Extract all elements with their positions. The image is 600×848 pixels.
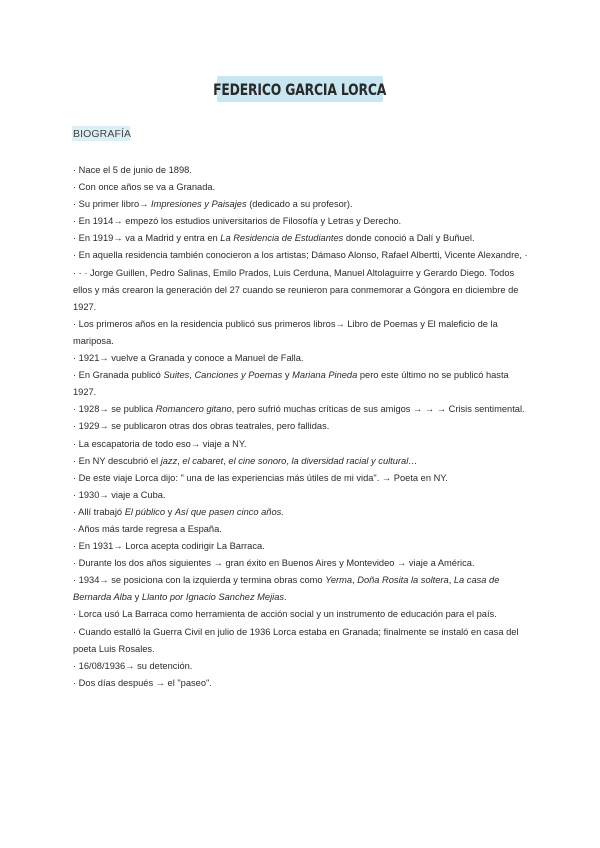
- italic-text: Impresiones y Paisajes: [151, 199, 247, 210]
- list-item: [73, 196, 528, 213]
- text-span: · Lorca usó La Barraca como herramienta de acción social y un instrumento de educación para el país.: [73, 609, 497, 620]
- list-item: [73, 470, 528, 487]
- text-span: · 1928→ se publica: [73, 404, 156, 415]
- italic-text: Suites: [163, 370, 190, 381]
- list-item: [73, 624, 528, 658]
- text-span: ,: [177, 455, 183, 466]
- text-span: · 1934→ se posiciona con la izquierda y termina obras como: [73, 575, 326, 586]
- italic-text: Romancero gitano: [155, 404, 232, 415]
- list-item: [73, 179, 528, 196]
- text-span: ,: [223, 455, 229, 466]
- text-span: · La escapatoria de todo eso→ viaje a NY.: [73, 438, 247, 449]
- list-item: [73, 538, 528, 555]
- section-heading: BIOGRAFÍA: [73, 128, 132, 140]
- italic-text: jazz: [160, 455, 178, 466]
- italic-text: El público: [124, 506, 165, 517]
- text-span: · Su primer libro→: [73, 199, 152, 210]
- list-item: [73, 606, 528, 623]
- biography-list: [73, 162, 528, 692]
- text-span: · 16/08/1936→ su detención.: [73, 660, 193, 671]
- italic-text: Yerma: [325, 575, 353, 586]
- list-item: [73, 367, 528, 401]
- text-span: · 1929→ se publicaron otras dos obras teatrales, pero fallidas.: [73, 421, 330, 432]
- list-item: [73, 675, 528, 692]
- text-span: · De este viaje Lorca dijo: " una de las experiencias más útiles de mi vida". → Poeta en NY.: [73, 472, 448, 483]
- text-span: , pero sufrió muchas críticas de sus amigos → → → Crisis sentimental.: [231, 404, 525, 415]
- italic-text: el cabaret: [182, 455, 224, 466]
- list-item: [73, 453, 528, 470]
- text-span: y: [282, 370, 293, 381]
- list-item: [73, 572, 528, 606]
- text-span: · Los primeros años en la residencia publicó sus primeros libros→ Libro de Poemas y El maleficio de la mariposa.: [73, 318, 498, 346]
- list-item: [73, 658, 528, 675]
- text-span: (dedicado a su profesor).: [246, 199, 353, 210]
- italic-text: Doña Rosita la soltera: [357, 575, 449, 586]
- italic-text: la diversidad racial y cultural…: [291, 455, 418, 466]
- italic-text: La casa de Bernarda Alba: [73, 575, 500, 603]
- text-span: · Años más tarde regresa a España.: [73, 523, 222, 534]
- italic-text: Canciones y Poemas: [194, 370, 283, 381]
- list-item: [73, 521, 528, 538]
- list-item: [73, 162, 528, 179]
- text-span: donde conoció a Dalí y Buñuel.: [343, 233, 475, 244]
- title-block: [213, 74, 387, 104]
- text-span: pero este último no se publicó hasta 1927.: [73, 370, 509, 398]
- page-title: FEDERICO GARCIA LORCA: [213, 79, 387, 99]
- text-span: · En Granada publicó: [73, 370, 164, 381]
- text-span: · En 1914→ empezó los estudios universitarios de Filosofía y Letras y Derecho.: [73, 216, 402, 227]
- text-span: · 1921→ vuelve a Granada y conoce a Manuel de Falla.: [73, 353, 304, 364]
- list-item: [73, 436, 528, 453]
- list-item: [73, 247, 528, 315]
- list-item: [73, 487, 528, 504]
- list-item: [73, 213, 528, 230]
- text-span: · Cuando estalló la Guerra Civil en julio de 1936 Lorca estaba en Granada; finalmente se instaló en casa del poeta Luis Rosales.: [73, 626, 519, 654]
- text-span: · Dos días después → el "paseo".: [73, 677, 212, 688]
- list-item: [73, 401, 528, 418]
- text-span: · 1930→ viaje a Cuba.: [73, 489, 166, 500]
- italic-text: La Residencia de Estudiantes: [220, 233, 344, 244]
- list-item: [73, 350, 528, 367]
- text-span: ,: [448, 575, 454, 586]
- list-item: [73, 230, 528, 247]
- italic-text: Llanto por Ignacio Sanchez Mejias: [141, 592, 285, 603]
- list-item: [73, 555, 528, 572]
- italic-text: el cine sonoro: [228, 455, 287, 466]
- italic-text: Mariana Pineda: [292, 370, 358, 381]
- text-span: .: [284, 592, 287, 603]
- text-span: · Durante los dos años siguientes → gran éxito en Buenos Aires y Montevideo → viaje a América.: [73, 558, 475, 569]
- list-item: [73, 316, 528, 350]
- list-item: [73, 418, 528, 435]
- text-span: ,: [286, 455, 292, 466]
- text-span: · Con once años se va a Granada.: [73, 182, 216, 193]
- text-span: · En 1919→ va a Madrid y entra en: [73, 233, 221, 244]
- list-item: [73, 504, 528, 521]
- text-span: y: [165, 506, 175, 517]
- text-span: · En 1931→ Lorca acepta codirigir La Barraca.: [73, 541, 265, 552]
- italic-text: Así que pasen cinco años.: [174, 506, 284, 517]
- text-span: · En aquella residencia también conocieron a los artistas; Dámaso Alonso, Rafael Albertti, Vicente Alexandre, · · · · Jorge Guillen, Pedro Salinas, Emilo Prados, Luis Cerduna, Manuel Altolaguirre y Gerardo Diego. Todos ellos y más crearon la generación del 27 cuando se reunieron para conmemorar a Góngora en diciembre de 1927.: [73, 250, 528, 312]
- text-span: ,: [352, 575, 358, 586]
- text-span: y: [132, 592, 142, 603]
- text-span: · Allí trabajó: [73, 506, 125, 517]
- text-span: · Nace el 5 de junio de 1898.: [73, 165, 192, 175]
- text-span: ,: [189, 370, 195, 381]
- text-span: · En NY descubrió el: [73, 455, 161, 466]
